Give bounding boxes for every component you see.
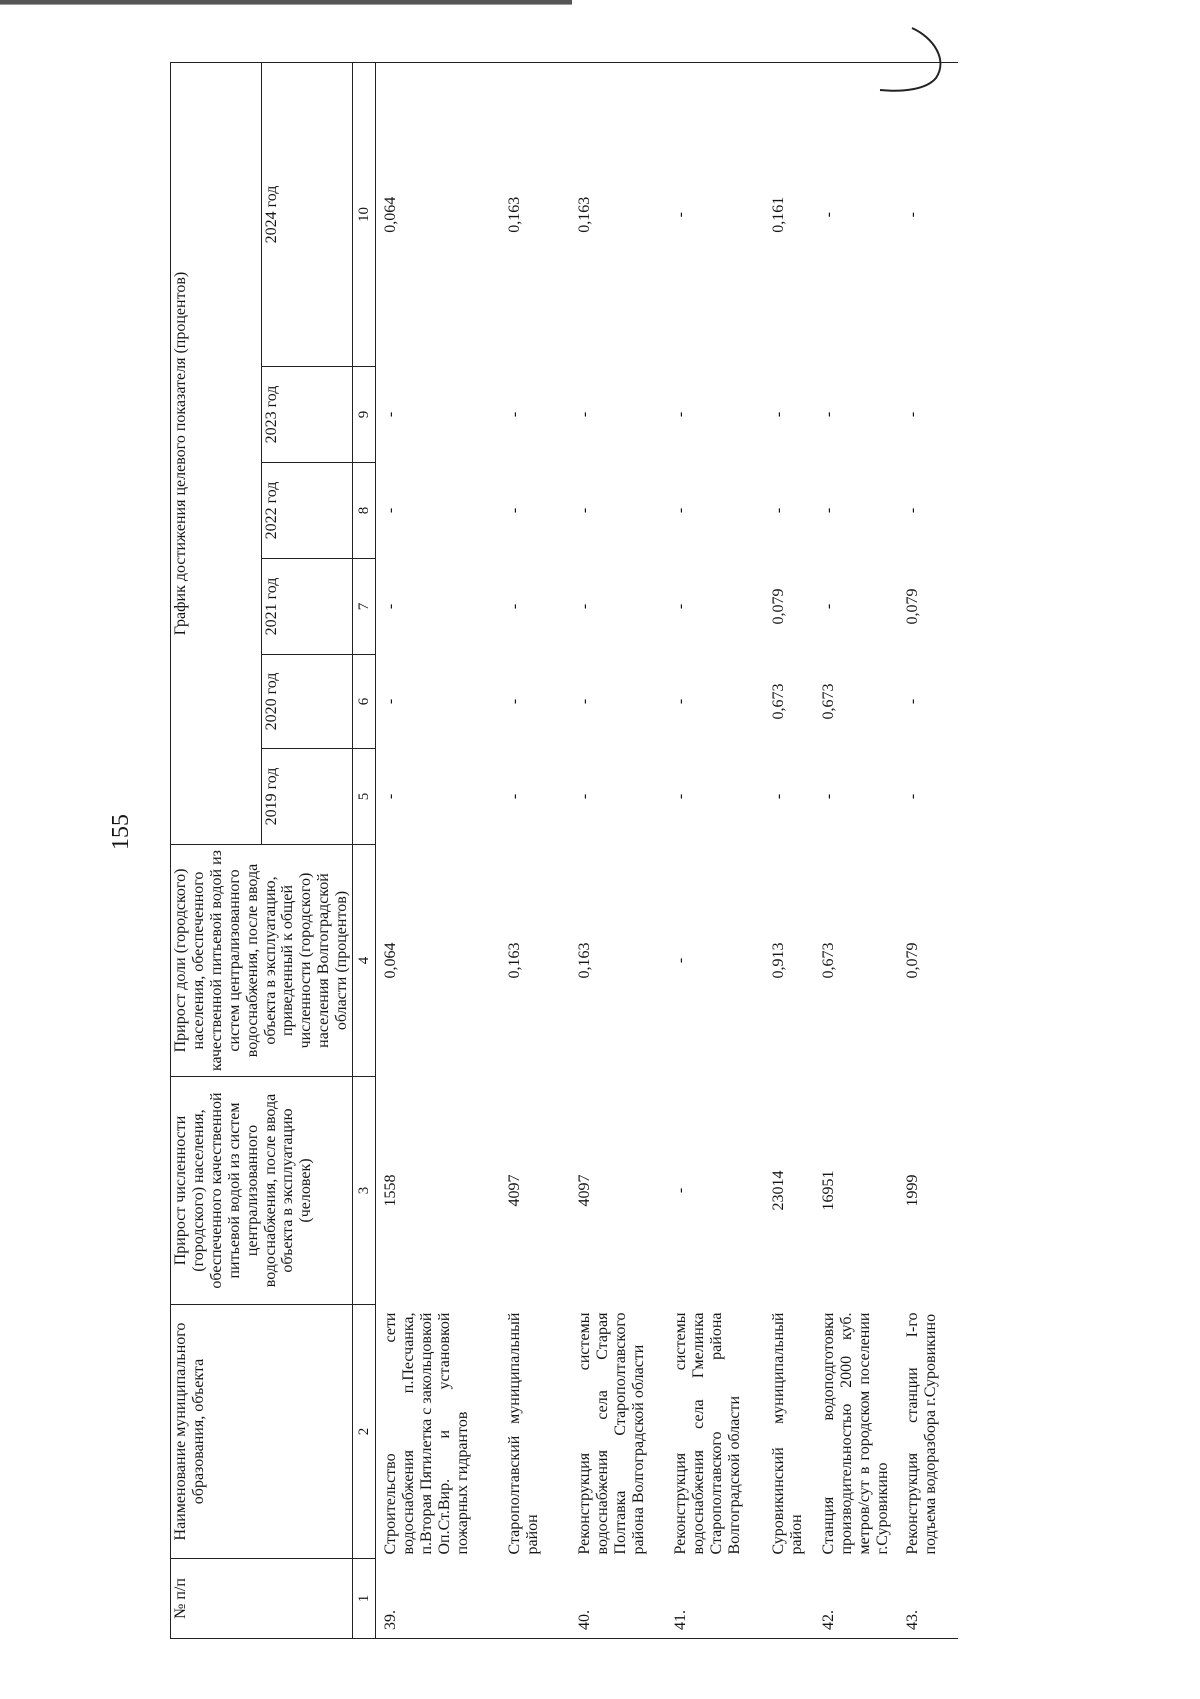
share-value: 0,673	[820, 942, 838, 979]
table-row	[764, 62, 814, 1638]
year-2021-value: 0,079	[770, 588, 788, 625]
population-value: 1558	[382, 1174, 400, 1207]
year-2019-value: -	[576, 793, 594, 800]
year-2019-value: -	[382, 793, 400, 800]
year-2023-value: -	[382, 411, 400, 418]
column-number: 9	[353, 367, 376, 463]
share-value: 0,079	[903, 942, 921, 979]
object-name: Строительство сети водоснабжения п.Песчанка, п.Вторая Пятилетка с закольцовкой Оп.Ст.Вир. и установкой пожарных гидрантов	[382, 1312, 471, 1555]
year-2019-value: -	[903, 793, 921, 800]
column-number: 3	[353, 1077, 376, 1305]
year-2021-value: 0,079	[903, 588, 921, 625]
year-2022-value: -	[672, 507, 690, 514]
year-2024-value: 0,064	[376, 62, 501, 366]
year-2024-value: -	[814, 62, 898, 366]
header-schedule-group: График достижения целевого показателя (процентов)	[171, 62, 262, 844]
target-indicator-table	[170, 62, 958, 1639]
column-number: 4	[353, 845, 376, 1077]
header-year-2021: 2021 год	[262, 559, 353, 655]
year-2019-value: -	[672, 793, 690, 800]
share-value: 0,163	[576, 942, 594, 979]
year-2020-value: -	[903, 698, 921, 705]
header-year-2022: 2022 год	[262, 463, 353, 559]
year-2020-value: -	[672, 698, 690, 705]
year-2023-value: -	[506, 411, 524, 418]
column-number-row	[353, 62, 376, 1638]
row-number: 39.	[376, 1559, 501, 1639]
population-value: 1999	[903, 1174, 921, 1207]
year-2020-value: 0,673	[770, 683, 788, 720]
year-2021-value: -	[576, 603, 594, 610]
column-number: 1	[353, 1559, 376, 1639]
header-year-2020: 2020 год	[262, 655, 353, 749]
header-population-increase: Прирост численности (городского) населения, обеспеченного качественной питьевой водой из систем централизованного водоснабжения, после ввода объекта в эксплуатацию (человек)	[171, 1077, 353, 1305]
year-2022-value: -	[576, 507, 594, 514]
table-row	[814, 62, 898, 1638]
year-2024-value: -	[666, 62, 764, 366]
population-value: 4097	[506, 1174, 524, 1207]
table-row	[898, 62, 958, 1638]
year-2023-value: -	[672, 411, 690, 418]
year-2021-value: -	[506, 603, 524, 610]
object-name: Станция водоподготовки производительностью 2000 куб. метров/сут в городском поселении г.Суровикино	[820, 1312, 891, 1555]
header-row-number: № п/п	[171, 1559, 353, 1639]
year-2024-value: 0,161	[764, 62, 814, 366]
column-number: 8	[353, 463, 376, 559]
row-number: 43.	[898, 1559, 958, 1639]
column-number: 7	[353, 559, 376, 655]
table-row	[500, 62, 570, 1638]
row-number: 41.	[666, 1559, 764, 1639]
share-value: -	[672, 957, 690, 964]
year-2023-value: -	[820, 411, 838, 418]
row-number	[764, 1559, 814, 1639]
object-name: Суровикинский муниципальный район	[770, 1312, 805, 1555]
year-2020-value: -	[576, 698, 594, 705]
year-2024-value: 0,163	[570, 62, 666, 366]
population-value: 16951	[820, 1170, 838, 1211]
page-number: 155	[108, 814, 134, 850]
column-number: 6	[353, 655, 376, 749]
year-2023-value: -	[576, 411, 594, 418]
year-2021-value: -	[820, 603, 838, 610]
header-year-2024: 2024 год	[262, 62, 353, 366]
population-value: 23014	[770, 1170, 788, 1211]
object-name: Реконструкция станции I-го подъема водоразбора г.Суровикино	[903, 1312, 939, 1555]
row-number: 40.	[570, 1559, 666, 1639]
column-number: 5	[353, 749, 376, 845]
row-number	[500, 1559, 570, 1639]
year-2020-value: 0,673	[820, 683, 838, 720]
table-row	[666, 62, 764, 1638]
year-2022-value: -	[903, 507, 921, 514]
table-row	[376, 62, 501, 1638]
share-value: 0,163	[506, 942, 524, 979]
year-2022-value: -	[382, 507, 400, 514]
year-2020-value: -	[382, 698, 400, 705]
column-number: 10	[353, 62, 376, 366]
header-object-name: Наименование муниципального образования, объекта	[171, 1305, 353, 1559]
year-2024-value: -	[898, 62, 958, 366]
population-value: 4097	[576, 1174, 594, 1207]
year-2019-value: -	[820, 793, 838, 800]
year-2020-value: -	[506, 698, 524, 705]
year-2022-value: -	[820, 507, 838, 514]
share-value: 0,064	[382, 942, 400, 979]
header-share-increase: Прирост доли (городского) населения, обеспеченного качественной питьевой водой из систем централизованного водоснабжения, после ввода объекта в эксплуатацию, приведенный к общей численности (городского) населения Волгоградской области (процентов)	[171, 845, 353, 1077]
row-number: 42.	[814, 1559, 898, 1639]
year-2023-value: -	[903, 411, 921, 418]
object-name: Старополтавский муниципальный район	[506, 1312, 541, 1555]
share-value: 0,913	[770, 942, 788, 979]
year-2024-value: 0,163	[500, 62, 570, 366]
year-2022-value: -	[770, 507, 788, 514]
year-2019-value: -	[506, 793, 524, 800]
year-2023-value: -	[770, 411, 788, 418]
year-2019-value: -	[770, 793, 788, 800]
object-name: Реконструкция системы водоснабжения села Гмелинка Старополтавского района Волгоградской области	[672, 1312, 743, 1555]
year-2021-value: -	[382, 603, 400, 610]
object-name: Реконструкция системы водоснабжения села Старая Полтавка Старополтавского района Волгоградской области	[576, 1312, 647, 1555]
year-2022-value: -	[506, 507, 524, 514]
column-number: 2	[353, 1305, 376, 1559]
header-year-2019: 2019 год	[262, 749, 353, 845]
year-2021-value: -	[672, 603, 690, 610]
population-value: -	[672, 1187, 690, 1194]
header-year-2023: 2023 год	[262, 367, 353, 463]
table-row	[570, 62, 666, 1638]
